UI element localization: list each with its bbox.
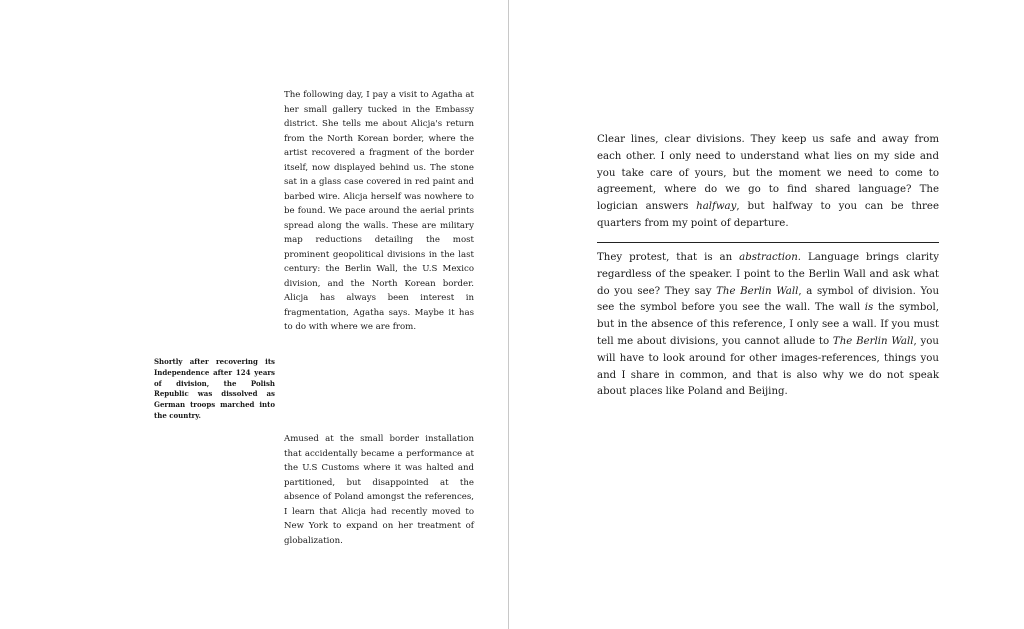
- left-paragraph-gallery-visit: The following day, I pay a visit to Agatha at her small gallery tucked in the Embassy district. She tells me about Alicja's return from the North Korean border, where the artist recovered a fragment of the border itself, now displayed behind us. The stone sat in a glass case covered in red paint and barbed wire. Alicja herself was nowhere to be found. We pace around the aerial prints spread along the walls. These are military map reductions detailing the most prominent geopolitical divisions in the last century: the Berlin Wall, the U.S Mexico division, and the North Korean border. Alicja has always been interest in fragmentation, Agatha says. Maybe it has to do with where we are from.: [284, 90, 474, 332]
- left-paragraph-border-installation: Amused at the small border installation that accidentally became a performance at the U.S Customs where it was halted and partitioned, but disappointed at the absence of Poland amongst the references, I learn that Alicja had recently moved to New York to expand on her treatment of globalization.: [284, 434, 474, 546]
- italic-is: is: [864, 302, 874, 314]
- horizontal-rule: [597, 242, 939, 243]
- text-run: the symbol, but in the absence of this reference, I only see a wall. If you must tell me about divisions, you cannot allude to: [597, 302, 939, 347]
- text-run: , but halfway to you can be three quarters from my point of departure.: [597, 201, 939, 229]
- italic-berlin-wall-2: The Berlin Wall: [832, 335, 914, 347]
- italic-berlin-wall: The Berlin Wall: [716, 285, 799, 297]
- left-page: [0, 0, 508, 629]
- text-run: They protest, that is an: [597, 252, 740, 263]
- text-run: . Language brings clarity regardless of the speaker. I point to the Berlin Wall and ask what do you see? They say: [597, 252, 939, 297]
- text-run: , you will have to look around for other images-references, things you and I share in common, and that is also why we do not speak about places like Poland and Beijing.: [597, 335, 939, 398]
- italic-abstraction: abstraction: [739, 252, 798, 263]
- right-paragraph-clear-lines: [597, 132, 939, 233]
- text-run: , a symbol of division. You see the symbol before you see the wall. The wall: [597, 285, 940, 314]
- text-run: Clear lines, clear divisions. They keep us safe and away from each other. I only need to understand what lies on my side and you take care of yours, but the moment we need to come to agreement, where do we go to find shared language? The logician answers: [597, 134, 939, 213]
- italic-halfway: halfway: [696, 201, 737, 213]
- right-paragraph-abstraction: [597, 250, 939, 401]
- sidenote-polish-republic: Shortly after recovering its Independence after 124 years of division, the Polish Republic was dissolved as German troops marched into the country.: [154, 357, 275, 420]
